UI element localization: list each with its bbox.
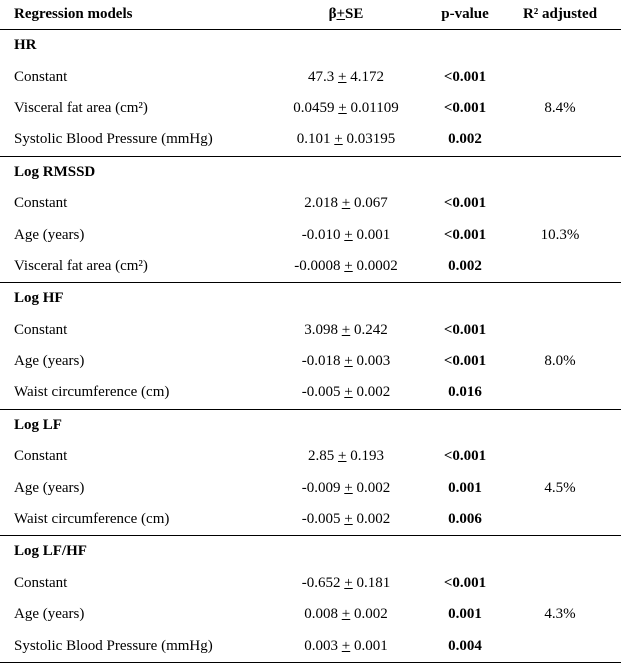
beta-se-value bbox=[262, 630, 430, 661]
row-group bbox=[0, 282, 621, 409]
se-value: 0.03195 bbox=[346, 131, 396, 148]
plus-minus-symbol: + bbox=[334, 131, 343, 148]
p-value: 0.006 bbox=[448, 511, 482, 528]
variable-name: Systolic Blood Pressure (mmHg) bbox=[14, 637, 213, 654]
plus-minus-symbol: + bbox=[344, 353, 353, 370]
header-p-value: p-value bbox=[441, 6, 489, 22]
variable-name: Systolic Blood Pressure (mmHg) bbox=[14, 131, 213, 148]
beta-value: -0.010 bbox=[301, 226, 341, 243]
r2-adjusted-value: 4.3% bbox=[544, 606, 576, 623]
plus-minus-symbol: + bbox=[344, 257, 353, 274]
beta-se-value bbox=[262, 315, 430, 346]
plus-minus-symbol: + bbox=[341, 195, 351, 212]
variable-name: Age (years) bbox=[14, 479, 85, 496]
p-value: 0.004 bbox=[448, 637, 482, 654]
r2-adjusted-value: 10.3% bbox=[540, 226, 580, 243]
group-title-row bbox=[0, 536, 621, 567]
variable-name: Constant bbox=[14, 68, 68, 85]
beta-value: 3.098 bbox=[304, 321, 339, 338]
plus-minus-symbol: + bbox=[341, 321, 351, 338]
se-value: 0.002 bbox=[356, 479, 391, 496]
table-header bbox=[0, 0, 621, 30]
group-title-row bbox=[0, 410, 621, 441]
group-title-row bbox=[0, 30, 621, 61]
p-value: 0.002 bbox=[448, 131, 482, 148]
beta-value: 0.101 bbox=[296, 131, 331, 148]
header-beta-se bbox=[262, 0, 430, 29]
se-value: 0.242 bbox=[353, 321, 388, 338]
variable-name: Constant bbox=[14, 321, 68, 338]
p-value: <0.001 bbox=[443, 448, 487, 465]
header-beta-symbol: β bbox=[328, 6, 337, 22]
beta-se-value bbox=[262, 124, 430, 155]
group-title: Log LF/HF bbox=[14, 543, 87, 560]
group-title: Log HF bbox=[14, 290, 64, 307]
beta-se-value bbox=[262, 568, 430, 599]
plus-minus-symbol: + bbox=[344, 479, 353, 496]
se-value: 0.002 bbox=[353, 606, 388, 623]
p-value: 0.001 bbox=[448, 479, 482, 496]
header-se-label: SE bbox=[345, 6, 364, 22]
se-value: 0.002 bbox=[356, 384, 391, 401]
row-group bbox=[0, 409, 621, 536]
variable-name: Constant bbox=[14, 448, 68, 465]
header-r2-adjusted: R² adjusted bbox=[522, 6, 598, 22]
variable-name: Age (years) bbox=[14, 606, 85, 623]
se-value: 0.01109 bbox=[350, 99, 399, 116]
r2-adjusted-value: 4.5% bbox=[544, 479, 576, 496]
se-value: 0.002 bbox=[356, 511, 391, 528]
beta-se-value bbox=[262, 377, 430, 408]
variable-name: Constant bbox=[14, 195, 68, 212]
beta-se-value bbox=[262, 219, 430, 250]
group-title: Log LF bbox=[14, 416, 62, 433]
variable-name: Visceral fat area (cm²) bbox=[14, 99, 148, 116]
se-value: 0.003 bbox=[356, 353, 391, 370]
p-value: <0.001 bbox=[443, 574, 487, 591]
variable-name: Age (years) bbox=[14, 226, 85, 243]
beta-value: -0.005 bbox=[301, 384, 341, 401]
se-value: 0.001 bbox=[356, 226, 391, 243]
row-group bbox=[0, 30, 621, 156]
beta-value: -0.005 bbox=[301, 511, 341, 528]
p-value: <0.001 bbox=[443, 68, 487, 85]
p-value: <0.001 bbox=[443, 99, 487, 116]
p-value: 0.002 bbox=[448, 257, 482, 274]
beta-se-value bbox=[262, 441, 430, 472]
header-plus-symbol: + bbox=[336, 6, 346, 22]
plus-minus-symbol: + bbox=[338, 68, 347, 85]
beta-se-value bbox=[262, 93, 430, 124]
beta-value: -0.0008 bbox=[294, 257, 341, 274]
beta-value: 0.003 bbox=[304, 637, 339, 654]
group-title-row bbox=[0, 157, 621, 188]
plus-minus-symbol: + bbox=[344, 511, 353, 528]
se-value: 0.181 bbox=[356, 574, 391, 591]
plus-minus-symbol: + bbox=[344, 226, 353, 243]
plus-minus-symbol: + bbox=[341, 606, 351, 623]
plus-minus-symbol: + bbox=[344, 574, 353, 591]
p-value: <0.001 bbox=[443, 353, 487, 370]
variable-name: Waist circumference (cm) bbox=[14, 511, 170, 528]
beta-value: 0.0459 bbox=[293, 99, 335, 116]
plus-minus-symbol: + bbox=[338, 99, 347, 116]
beta-se-value bbox=[262, 472, 430, 503]
beta-value: -0.009 bbox=[301, 479, 341, 496]
p-value: 0.001 bbox=[448, 606, 482, 623]
beta-se-value bbox=[262, 251, 430, 282]
group-title: Log RMSSD bbox=[14, 163, 96, 180]
plus-minus-symbol: + bbox=[341, 637, 351, 654]
beta-se-value bbox=[262, 188, 430, 219]
r2-adjusted-value: 8.4% bbox=[544, 99, 576, 116]
group-title-row bbox=[0, 283, 621, 314]
variable-name: Visceral fat area (cm²) bbox=[14, 257, 148, 274]
se-value: 0.001 bbox=[353, 637, 388, 654]
beta-value: -0.652 bbox=[301, 574, 341, 591]
table-body bbox=[0, 30, 621, 663]
beta-se-value bbox=[262, 346, 430, 377]
beta-value: 2.018 bbox=[304, 195, 339, 212]
r2-adjusted-value: 8.0% bbox=[544, 353, 576, 370]
variable-name: Waist circumference (cm) bbox=[14, 384, 170, 401]
beta-se-value bbox=[262, 599, 430, 630]
beta-se-value bbox=[262, 504, 430, 535]
p-value: <0.001 bbox=[443, 195, 487, 212]
header-regression-models: Regression models bbox=[14, 6, 133, 22]
p-value: <0.001 bbox=[443, 226, 487, 243]
beta-value: 2.85 bbox=[308, 448, 335, 465]
beta-value: 0.008 bbox=[304, 606, 339, 623]
beta-value: 47.3 bbox=[308, 68, 335, 85]
se-value: 0.193 bbox=[350, 448, 384, 465]
beta-se-value bbox=[262, 61, 430, 92]
beta-value: -0.018 bbox=[301, 353, 341, 370]
row-group bbox=[0, 535, 621, 663]
p-value: <0.001 bbox=[443, 321, 487, 338]
se-value: 4.172 bbox=[350, 68, 384, 85]
row-group bbox=[0, 156, 621, 283]
se-value: 0.0002 bbox=[356, 257, 398, 274]
plus-minus-symbol: + bbox=[338, 448, 347, 465]
group-title: HR bbox=[14, 37, 37, 54]
plus-minus-symbol: + bbox=[344, 384, 353, 401]
variable-name: Age (years) bbox=[14, 353, 85, 370]
se-value: 0.067 bbox=[353, 195, 388, 212]
variable-name: Constant bbox=[14, 574, 68, 591]
p-value: 0.016 bbox=[448, 384, 482, 401]
